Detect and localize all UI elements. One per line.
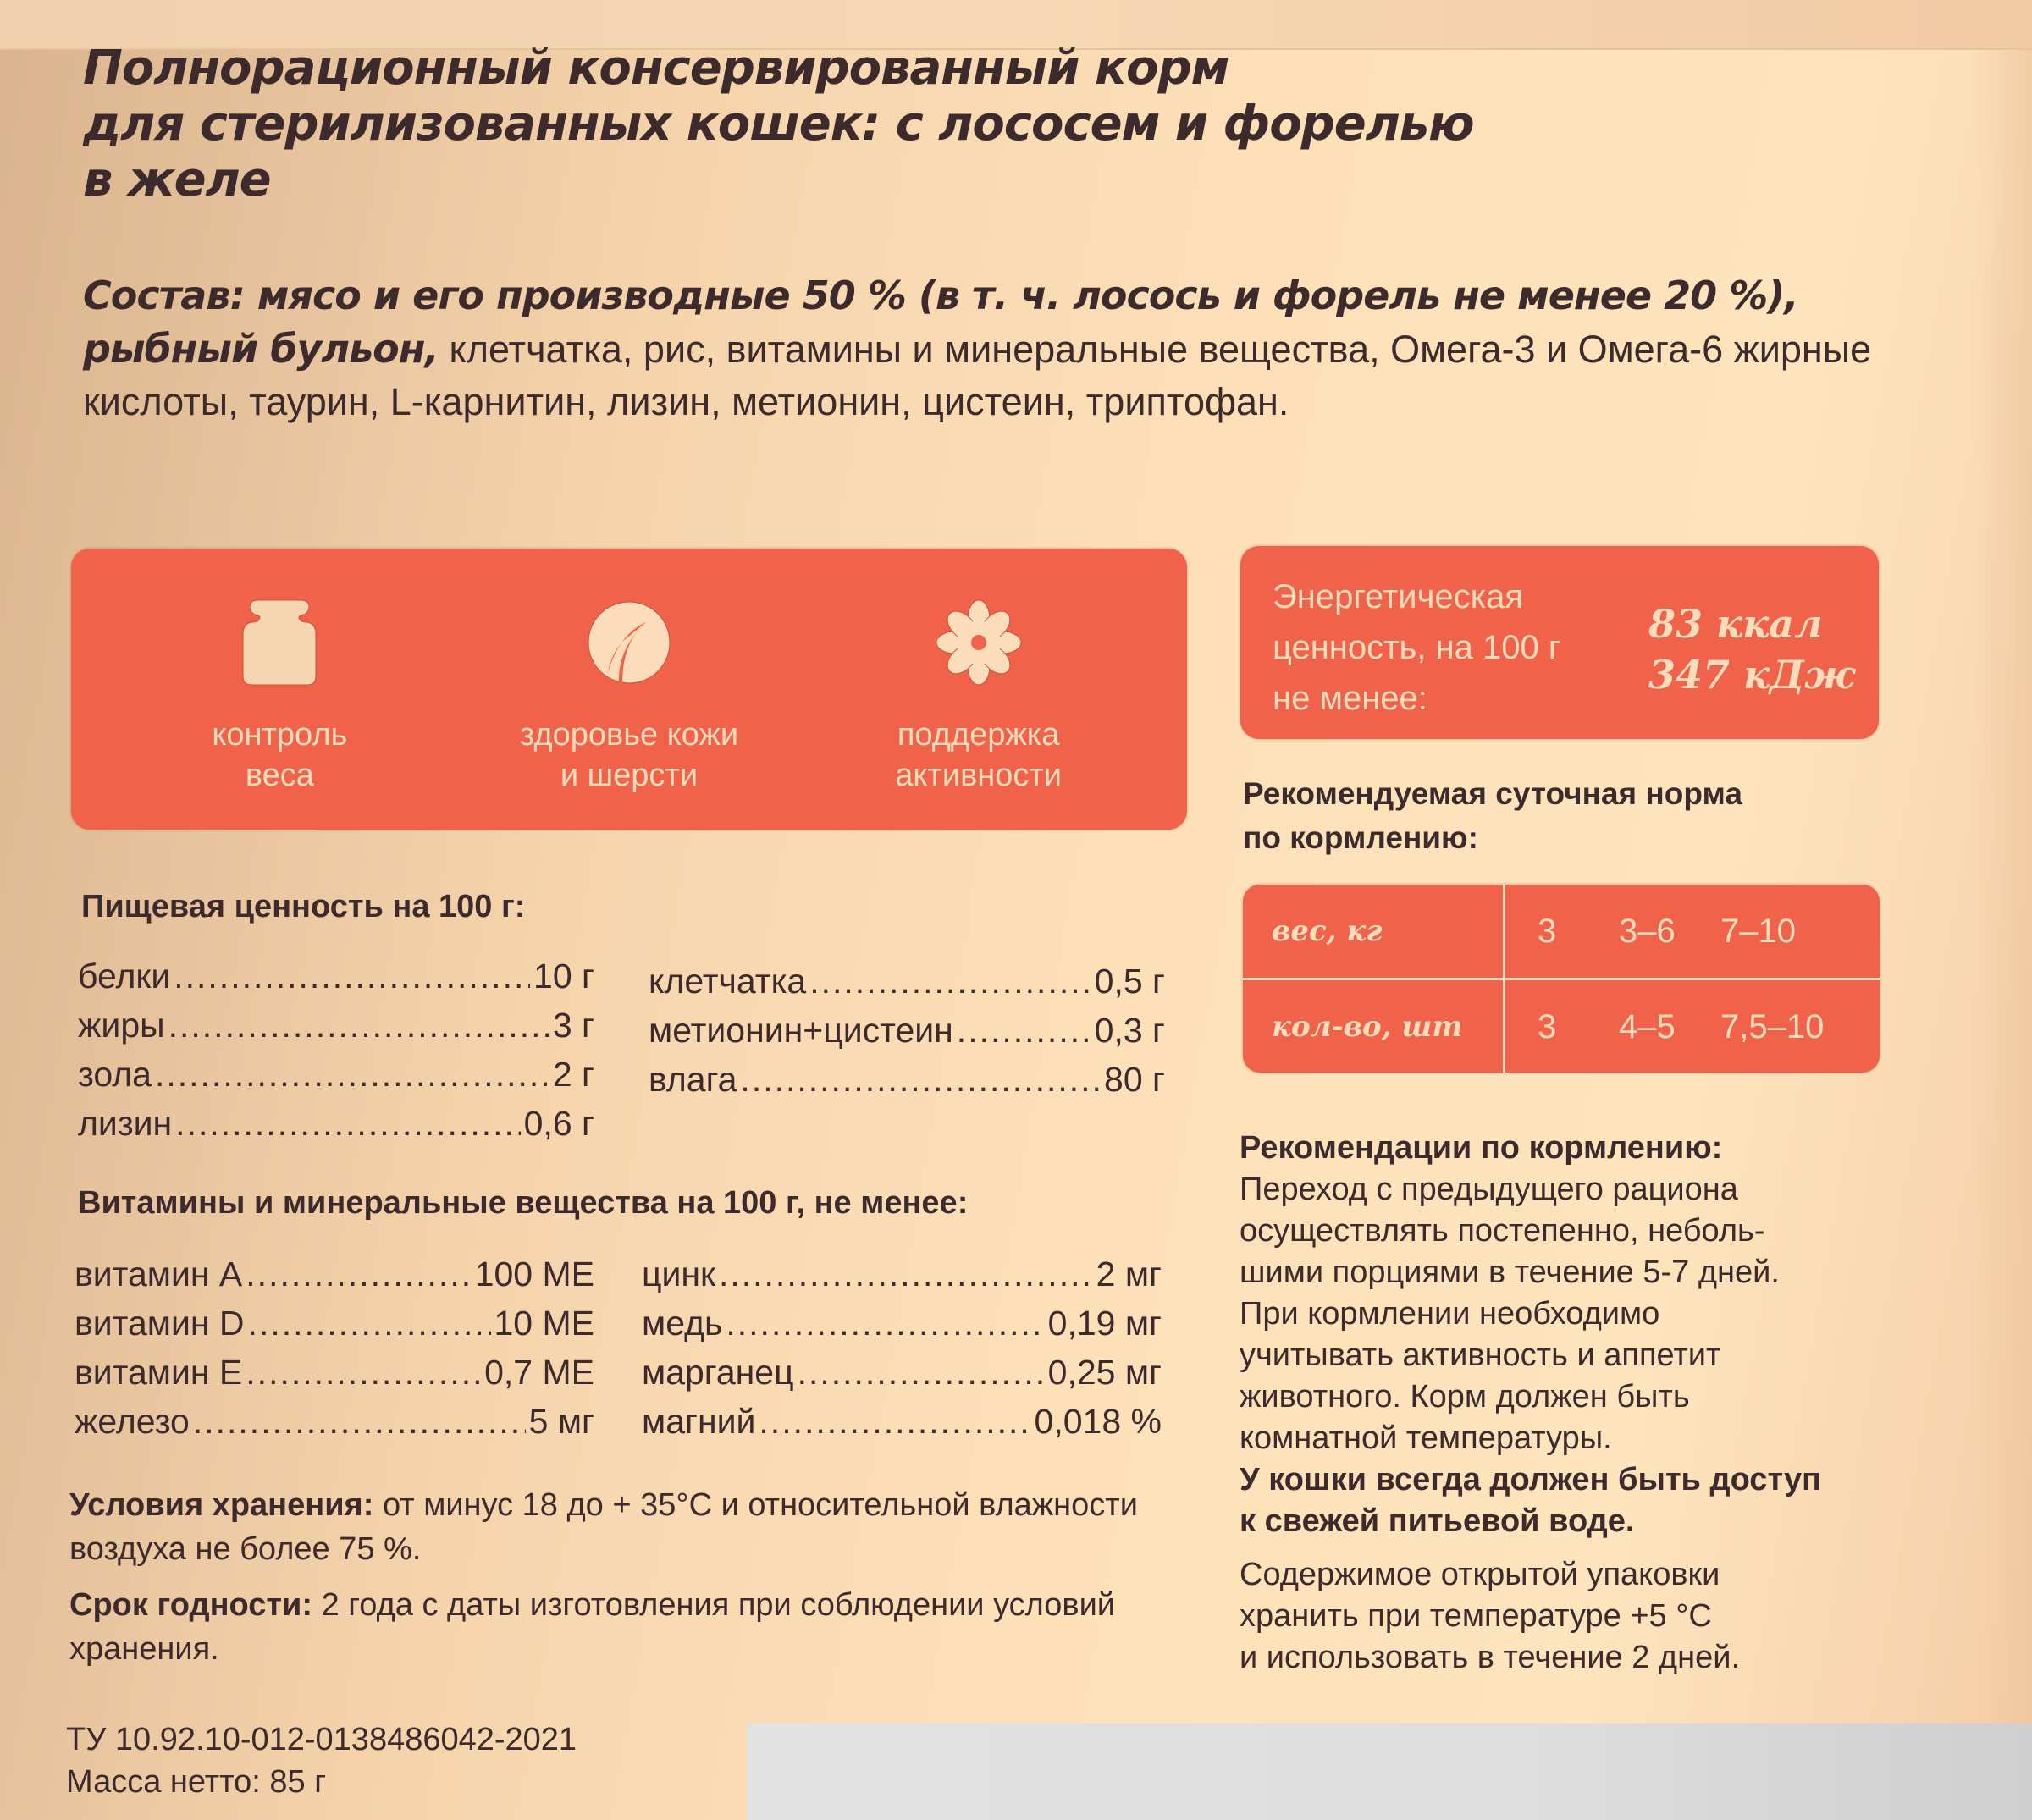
footer-info — [66, 1718, 577, 1803]
water-note-line: У кошки всегда должен быть доступ — [1240, 1462, 1822, 1497]
nutrition-row — [649, 1055, 1165, 1104]
table-row — [1243, 885, 1880, 980]
recommendations-title: Рекомендации по кормлению: — [1240, 1130, 1723, 1166]
net-weight: Масса нетто: 85 г — [66, 1764, 327, 1800]
nutrient-name: белки — [78, 957, 171, 995]
title-line-2: для стерилизованных кошек: с лососем и форелью — [83, 97, 1474, 152]
benefit-activity — [826, 549, 1131, 796]
daily-norm-title-2: по кормлению: — [1243, 820, 1478, 855]
vitamin-name: витамин A — [75, 1255, 243, 1293]
daily-norm-title — [1243, 772, 1886, 860]
storage-label: Условия хранения: — [69, 1487, 374, 1523]
vitamin-value: 0,018 % — [1034, 1402, 1162, 1441]
nutrient-name: зола — [78, 1055, 152, 1094]
benefit-label-3b: активности — [895, 758, 1063, 793]
tu-code: ТУ 10.92.10-012-0138486042-2021 — [66, 1722, 577, 1757]
nutrition-list-right — [649, 957, 1165, 1104]
vitamin-value: 0,25 мг — [1047, 1353, 1162, 1392]
table-cell: 3–6 — [1619, 912, 1676, 950]
vitamins-list-left — [75, 1249, 594, 1446]
recommendation-line: Переход с предыдущего рациона — [1240, 1172, 1738, 1207]
shelf-life-label: Срок годности: — [69, 1587, 313, 1623]
weight-icon — [127, 596, 432, 689]
vitamin-value: 2 мг — [1096, 1255, 1162, 1293]
table-cell: 3 — [1538, 912, 1557, 950]
table-cell: 4–5 — [1619, 1007, 1676, 1045]
nutrient-value: 2 г — [552, 1055, 594, 1094]
nutrient-value: 3 г — [552, 1006, 594, 1045]
vitamin-value: 0,7 МЕ — [484, 1353, 594, 1392]
vitamin-row — [75, 1299, 594, 1348]
blank-label-area — [747, 1723, 2032, 1820]
table-cell: 7,5–10 — [1720, 1007, 1825, 1045]
feeding-table — [1243, 885, 1880, 1073]
recommendation-line: шими порциями в течение 5-7 дней. — [1240, 1255, 1780, 1290]
vitamins-title: Витамины и минеральные вещества на 100 г, не менее: — [78, 1185, 969, 1221]
nutrient-value: 0,6 г — [523, 1104, 594, 1143]
leaf-icon — [477, 596, 781, 689]
daily-norm-title-1: Рекомендуемая суточная норма — [1243, 776, 1742, 811]
vitamin-name: медь — [642, 1304, 723, 1343]
benefits-panel — [71, 549, 1187, 830]
benefit-label-1a: контроль — [212, 717, 348, 753]
vitamin-value: 100 МЕ — [474, 1255, 594, 1293]
benefit-label-1b: веса — [245, 758, 314, 793]
composition-bold: Состав: мясо и его производные 50 % (в т. ч. лосось и форель не менее 20 %), рыбный бульон, — [83, 273, 1798, 372]
recommendation-line: животного. Корм должен быть — [1240, 1379, 1690, 1415]
title-line-1: Полнорационный консервированный корм — [83, 41, 1229, 96]
vitamin-value: 10 МЕ — [494, 1304, 594, 1343]
nutrition-row — [78, 1050, 594, 1099]
vitamin-value: 0,19 мг — [1047, 1304, 1162, 1343]
product-title — [83, 41, 1861, 208]
shelf-life — [69, 1583, 1170, 1671]
benefit-weight-control — [127, 549, 432, 796]
energy-kj: 347 кДж — [1648, 652, 1856, 698]
recommendation-line: комнатной температуры. — [1240, 1420, 1612, 1456]
energy-label-2: ценность, на 100 г — [1273, 629, 1561, 666]
recommendation-line: осуществлять постепенно, неболь- — [1240, 1213, 1765, 1249]
storage-conditions — [69, 1483, 1170, 1571]
energy-label-3: не менее: — [1273, 680, 1427, 717]
nutrient-value: 80 г — [1104, 1060, 1165, 1099]
nutrient-name: клетчатка — [649, 962, 807, 1001]
nutrient-value: 10 г — [533, 957, 594, 995]
vitamin-name: марганец — [642, 1353, 794, 1392]
row-header-weight: вес, кг — [1272, 914, 1383, 948]
benefit-label-3a: поддержка — [897, 717, 1060, 753]
vitamin-value: 5 мг — [528, 1402, 594, 1441]
vitamin-name: витамин E — [75, 1353, 243, 1392]
energy-value-box — [1240, 546, 1879, 739]
composition — [83, 269, 1912, 428]
nutrient-name: жиры — [78, 1006, 165, 1045]
nutrition-row — [649, 957, 1165, 1006]
opened-package-line: и использовать в течение 2 дней. — [1240, 1640, 1741, 1675]
feeding-recommendations — [1240, 1128, 1917, 1679]
nutrition-row — [78, 1099, 594, 1148]
nutrition-row — [78, 1001, 594, 1050]
vitamin-name: витамин D — [75, 1304, 245, 1343]
benefit-label-2a: здоровье кожи — [519, 717, 739, 753]
vitamin-row — [642, 1299, 1162, 1348]
table-cell: 3 — [1538, 1007, 1557, 1045]
nutrition-list-left — [78, 951, 594, 1148]
benefit-label-2b: и шерсти — [560, 758, 698, 793]
vitamin-row — [642, 1348, 1162, 1397]
vitamin-row — [642, 1249, 1162, 1299]
energy-kcal: 83 ккал — [1648, 601, 1823, 647]
opened-package-line: хранить при температуре +5 °C — [1240, 1598, 1712, 1634]
nutrition-row — [649, 1006, 1165, 1055]
storage-text: от минус 18 до + 35°C и относительной влажности воздуха не более 75 %. — [69, 1487, 1138, 1567]
title-line-3: в желе — [83, 152, 271, 207]
vitamin-row — [75, 1348, 594, 1397]
table-row — [1243, 980, 1880, 1073]
table-cell: 7–10 — [1720, 912, 1796, 950]
nutrient-value: 0,3 г — [1094, 1011, 1165, 1050]
package-edge-shadow — [1973, 48, 2032, 1820]
energy-label-1: Энергетическая — [1273, 578, 1523, 615]
vitamin-name: магний — [642, 1402, 756, 1441]
vitamin-row — [75, 1249, 594, 1299]
nutrient-name: влага — [649, 1060, 737, 1099]
vitamin-name: железо — [75, 1402, 190, 1441]
recommendation-line: При кормлении необходимо — [1240, 1296, 1660, 1332]
vitamins-list-right — [642, 1249, 1162, 1446]
opened-package-line: Содержимое открытой упаковки — [1240, 1557, 1720, 1592]
recommendation-line: учитывать активность и аппетит — [1240, 1337, 1721, 1373]
nutrition-title: Пищевая ценность на 100 г: — [81, 889, 526, 924]
nutrient-value: 0,5 г — [1094, 962, 1165, 1001]
shelf-life-text: 2 года с даты изготовления при соблюдении условий хранения. — [69, 1587, 1116, 1667]
nutrition-row — [78, 951, 594, 1001]
vitamin-row — [75, 1397, 594, 1446]
nutrient-name: лизин — [78, 1104, 173, 1143]
vitamin-name: цинк — [642, 1255, 715, 1293]
nutrient-name: метионин+цистеин — [649, 1011, 953, 1050]
composition-regular: клетчатка, рис, витамины и минеральные вещества, Омега-3 и Омега-6 жирные кислоты, таурин, L-карнитин, лизин, метионин, цистеин, триптофан. — [83, 328, 1872, 423]
row-header-quantity: кол-во, шт — [1272, 1010, 1463, 1044]
water-note-line: к свежей питьевой воде. — [1240, 1503, 1635, 1539]
benefit-skin-coat — [477, 549, 781, 796]
flower-icon — [826, 596, 1131, 689]
vitamin-row — [642, 1397, 1162, 1446]
